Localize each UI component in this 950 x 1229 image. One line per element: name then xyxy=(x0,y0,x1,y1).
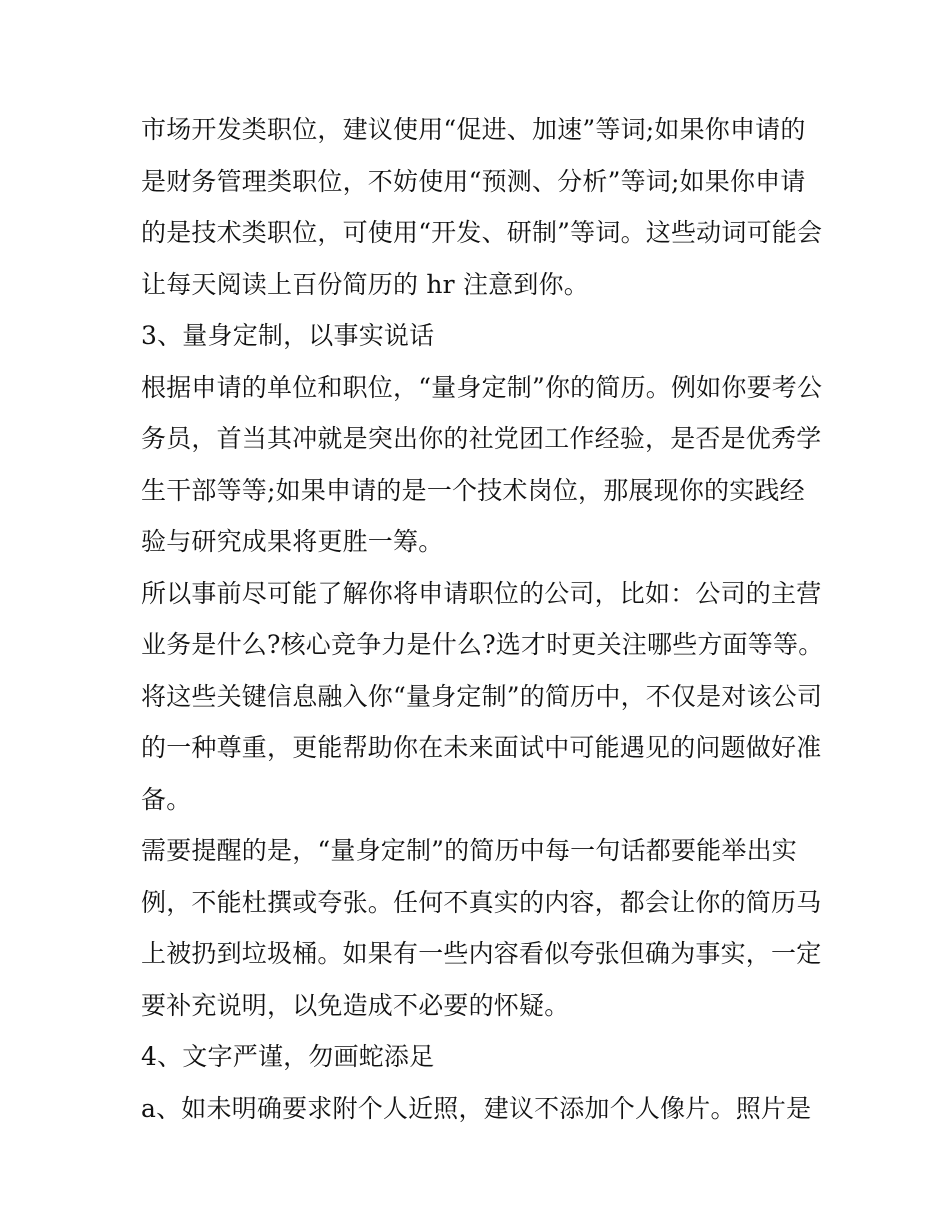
section-heading: 4、文字严谨，勿画蛇添足 xyxy=(141,1042,435,1071)
text-line: 生干部等等;如果申请的是一个技术岗位，那展现你的实践经 xyxy=(141,475,805,505)
document-body xyxy=(141,104,824,1134)
text-line: a、如未明确要求附个人近照，建议不添加个人像片。照片是 xyxy=(141,1093,812,1123)
text-line: 的一种尊重，更能帮助你在未来面试中可能遇见的问题做好准 xyxy=(141,733,822,762)
text-line: 是财务管理类职位，不妨使用“预测、分析”等词;如果你申请 xyxy=(141,166,806,196)
text-line: 务员，首当其冲就是突出你的社党团工作经验，是否是优秀学 xyxy=(141,424,822,453)
text-line: 例，不能杜撰或夸张。任何不真实的内容，都会让你的简历马 xyxy=(141,887,822,917)
text-line: 业务是什么?核心竞争力是什么?选才时更关注哪些方面等等。 xyxy=(141,630,824,659)
text-line: 根据申请的单位和职位，“量身定制”你的简历。例如你要考公 xyxy=(141,372,823,402)
text-line: 所以事前尽可能了解你将申请职位的公司，比如：公司的主营 xyxy=(141,578,822,608)
text-line: 备。 xyxy=(141,784,192,814)
text-line: 要补充说明，以免造成不必要的怀疑。 xyxy=(141,990,570,1020)
section-heading: 3、量身定制，以事实说话 xyxy=(141,321,435,350)
text-line: 让每天阅读上百份简历的 hr 注意到你。 xyxy=(141,269,589,299)
text-line: 上被扔到垃圾桶。如果有一些内容看似夸张但确为事实，一定 xyxy=(141,939,822,968)
text-line: 的是技术类职位，可使用“开发、研制”等词。这些动词可能会 xyxy=(141,218,823,247)
text-line: 将这些关键信息融入你“量身定制”的简历中，不仅是对该公司 xyxy=(141,681,823,711)
text-line: 需要提醒的是，“量身定制”的简历中每一句话都要能举出实 xyxy=(141,836,797,865)
text-line: 验与研究成果将更胜一筹。 xyxy=(141,527,444,556)
text-line: 市场开发类职位，建议使用“促进、加速”等词;如果你申请的 xyxy=(141,115,806,144)
